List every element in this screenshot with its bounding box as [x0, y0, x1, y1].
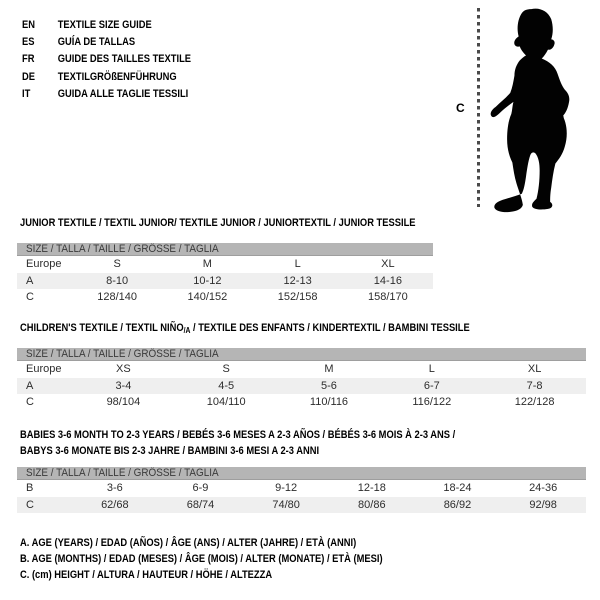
size-cell: 140/152	[187, 291, 228, 304]
size-header-label: SIZE / TALLA / TAILLE / GRÖSSE / TAGLIA	[26, 348, 219, 360]
language-label: GUÍA DE TALLAS	[57, 36, 136, 49]
size-cell: 86/92	[443, 498, 472, 511]
size-cell: 12-18	[357, 482, 386, 495]
size-cell: 104/110	[206, 396, 246, 409]
size-cell: 128/140	[97, 291, 137, 304]
size-cell: 80/86	[358, 498, 386, 511]
table-row	[17, 256, 433, 273]
size-cell: 92/98	[529, 498, 557, 511]
size-header-bar	[17, 467, 586, 480]
language-list	[22, 17, 221, 103]
size-cell: 24-36	[529, 482, 558, 495]
babies-table-title	[20, 427, 532, 459]
size-cell: 74/80	[272, 498, 300, 511]
size-cell: M	[324, 363, 334, 376]
language-row	[22, 69, 191, 86]
size-cell: XL	[527, 363, 542, 376]
size-cell: 98/104	[106, 396, 141, 409]
height-measure-label: C	[456, 101, 465, 115]
height-dashed-line	[477, 8, 480, 207]
children-table-title	[20, 321, 470, 338]
note-line-b: B. AGE (MONTHS) / EDAD (MESES) / ÂGE (MOIS) / ALTER (MONATE) / ETÀ (MESI)	[20, 552, 383, 565]
language-code: IT	[22, 87, 31, 100]
children-title-sub: /A	[183, 326, 191, 335]
table-row	[17, 361, 586, 378]
language-row	[22, 34, 191, 51]
row-label: B	[26, 482, 34, 495]
children-title-text: CHILDREN'S TEXTILE / TEXTIL NIÑO	[20, 322, 184, 334]
row-label: A	[26, 379, 34, 392]
size-cell: M	[202, 258, 212, 271]
size-cell: 110/116	[309, 396, 349, 409]
size-cell: S	[222, 363, 230, 376]
size-cell: 3-4	[115, 379, 132, 392]
size-cell: 152/158	[277, 291, 318, 304]
language-label: GUIDA ALLE TAGLIE TESSILI	[57, 87, 189, 100]
legend-notes	[20, 536, 447, 584]
size-cell: 18-24	[443, 482, 472, 495]
junior-size-table	[17, 243, 433, 306]
size-cell: S	[113, 258, 121, 271]
language-label: TEXTILE SIZE GUIDE	[57, 19, 152, 31]
babies-size-table	[17, 467, 586, 513]
row-label: Europe	[26, 363, 62, 376]
size-header-bar	[17, 243, 433, 256]
size-cell: 9-12	[275, 482, 298, 495]
row-label: C	[26, 396, 34, 409]
table-row	[17, 394, 586, 411]
babies-title-line2: BABYS 3-6 MONATE BIS 2-3 JAHRE / BAMBINI 3-6 MESI A 2-3 ANNI	[20, 445, 320, 457]
table-row	[17, 497, 586, 514]
size-header-bar	[17, 348, 586, 361]
babies-title-line1: BABIES 3-6 MONTH TO 2-3 YEARS / BEBÉS 3-6 MESES A 2-3 AÑOS / BÉBÉS 3-6 MOIS À 2-3 ANS /	[20, 429, 456, 441]
size-cell: 158/170	[367, 291, 408, 304]
language-row	[22, 86, 191, 103]
table-row	[17, 289, 433, 306]
language-label: TEXTILGRÖßENFÜHRUNG	[57, 70, 177, 83]
size-cell: 62/68	[101, 498, 129, 511]
baby-silhouette-icon	[484, 0, 600, 222]
language-label: GUIDE DES TAILLES TEXTILE	[57, 53, 192, 66]
language-code: ES	[22, 36, 35, 49]
size-cell: 116/122	[412, 396, 452, 409]
size-cell: L	[294, 258, 301, 271]
language-row	[22, 17, 191, 34]
junior-table-title: JUNIOR TEXTILE / TEXTIL JUNIOR/ TEXTILE JUNIOR / JUNIORTEXTIL / JUNIOR TESSILE	[20, 217, 416, 229]
row-label: C	[26, 291, 34, 304]
note-line-c: C. (cm) HEIGHT / ALTURA / HAUTEUR / HÖHE / ALTEZZA	[20, 568, 273, 581]
size-header-label: SIZE / TALLA / TAILLE / GRÖSSE / TAGLIA	[26, 243, 219, 255]
language-code: DE	[22, 70, 35, 83]
language-code: FR	[22, 53, 35, 66]
language-code: EN	[22, 19, 35, 31]
language-row	[22, 51, 191, 68]
note-line-a: A. AGE (YEARS) / EDAD (AÑOS) / ÂGE (ANS) / ALTER (JAHRE) / ETÀ (ANNI)	[20, 537, 357, 549]
size-cell: XS	[116, 363, 131, 376]
table-row	[17, 480, 586, 497]
size-cell: 4-5	[218, 379, 235, 392]
size-header-label: SIZE / TALLA / TAILLE / GRÖSSE / TAGLIA	[26, 467, 219, 479]
size-cell: 14-16	[373, 274, 402, 287]
size-cell: 8-10	[106, 274, 129, 287]
children-title-text: / TEXTILE DES ENFANTS / KINDERTEXTIL / BAMBINI TESSILE	[190, 322, 470, 334]
size-cell: 7-8	[526, 379, 543, 392]
row-label: Europe	[26, 258, 62, 271]
size-cell: 68/74	[186, 498, 215, 511]
row-label: C	[26, 498, 34, 511]
size-cell: 5-6	[321, 379, 337, 392]
size-cell: XL	[381, 258, 395, 271]
size-cell: L	[428, 363, 435, 376]
children-size-table	[17, 348, 586, 411]
row-label: A	[26, 274, 34, 287]
size-cell: 122/128	[514, 396, 555, 409]
size-cell: 6-9	[192, 482, 209, 495]
table-row	[17, 378, 586, 395]
table-row	[17, 273, 433, 290]
size-cell: 12-13	[283, 274, 312, 287]
size-cell: 6-7	[423, 379, 440, 392]
size-cell: 10-12	[193, 274, 222, 287]
size-cell: 3-6	[106, 482, 123, 495]
